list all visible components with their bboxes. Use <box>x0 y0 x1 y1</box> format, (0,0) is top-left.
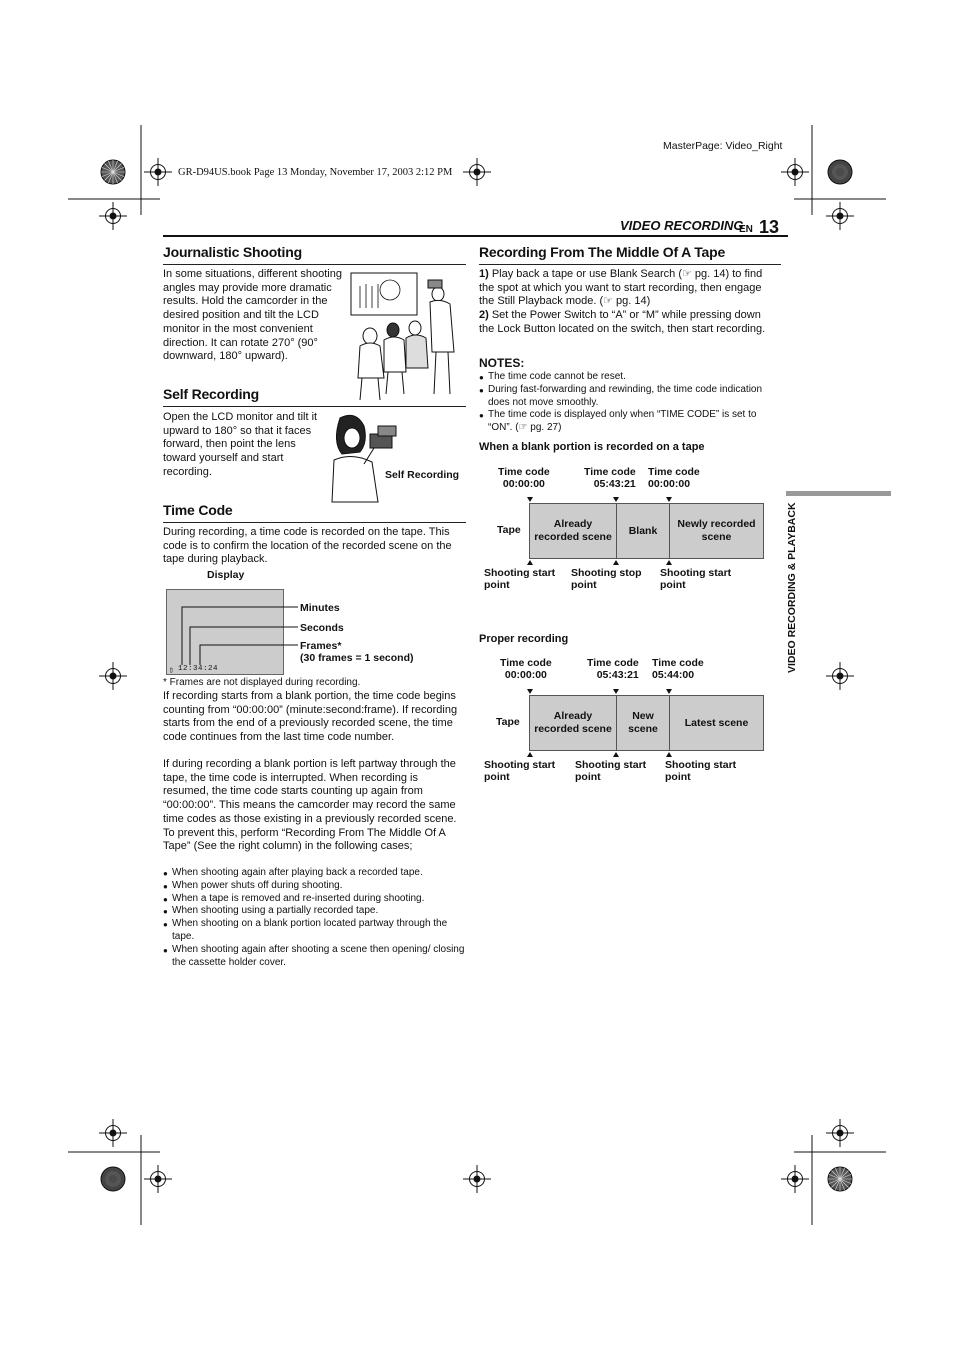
self-recording-illustration <box>328 412 408 506</box>
step-2-text: Set the Power Switch to “A” or “M” while pressing down the Lock Button located on the switch, then start recording. <box>479 309 766 335</box>
diagram-1-marker-bottom <box>613 560 619 565</box>
step-1-text: Play back a tape or use Blank Search (☞ pg. 14) to find the spot at which you want to start recording, then engage the Still Playback mode. (☞ pg. 14) <box>479 268 763 308</box>
diagram-1-timecode-2: Time code 05:43:21 <box>584 466 636 490</box>
journalistic-title: Journalistic Shooting <box>163 244 302 260</box>
self-recording-caption: Self Recording <box>385 469 460 481</box>
list-item: ● When shooting again after shooting a scene then opening/ closing the cassette holder cover. <box>163 944 466 970</box>
middle-of-tape-title: Recording From The Middle Of A Tape <box>479 244 726 260</box>
list-item: ● When a tape is removed and re-inserted during shooting. <box>163 893 466 906</box>
diagram-1-marker-top <box>613 497 619 502</box>
diagram-2-point-3: Shooting start point <box>665 759 737 783</box>
diagram-2-marker-top <box>666 689 672 694</box>
diagram-1-marker-bottom <box>666 560 672 565</box>
diagram-2-marker-top <box>613 689 619 694</box>
list-item: ● During fast-forwarding and rewinding, the time code indication does not move smoothly. <box>479 384 779 410</box>
diagram-2-timecode-2: Time code 05:43:21 <box>587 657 639 681</box>
step-2 <box>479 309 779 336</box>
notes-list <box>479 371 779 435</box>
side-tab-bar <box>786 491 891 496</box>
self-recording-title: Self Recording <box>163 386 259 402</box>
masterpage-label: MasterPage: Video_Right <box>663 140 783 152</box>
diagram-2-tape-label: Tape <box>496 716 520 728</box>
seconds-label: Seconds <box>300 622 344 634</box>
diagram-1-segment-new: Newly recorded scene <box>669 503 764 559</box>
page-number: 13 <box>759 217 780 237</box>
diagram-2-point-1: Shooting start point <box>484 759 556 783</box>
list-item: ● The time code cannot be reset. <box>479 371 779 384</box>
side-tab-label: VIDEO RECORDING & PLAYBACK <box>786 502 798 673</box>
diagram-2-timecode-1: Time code 00:00:00 <box>500 657 552 681</box>
middle-of-tape-rule <box>479 264 781 265</box>
journalistic-rule <box>163 264 466 265</box>
step-2-number: 2) <box>479 309 489 321</box>
diagram-2-segment-recorded: Already recorded scene <box>529 695 617 751</box>
self-recording-body: Open the LCD monitor and tilt it upward to 180° so that it faces forward, then point the lens toward yourself and start recording. <box>163 411 318 478</box>
time-code-paragraph-1: If recording starts from a blank portion, the time code begins counting from “00:00:00” (minute:second:frame). If recording starts from the end of a previously recorded scene, the time code continues from the last time code number. <box>163 690 458 744</box>
diagram-1-marker-top <box>666 497 672 502</box>
list-item: ● When shooting on a blank portion located partway through the tape. <box>163 918 466 944</box>
list-item: ● When shooting again after playing back a recorded tape. <box>163 867 466 880</box>
diagram-2-marker-top <box>527 689 533 694</box>
diagram-1-caption: When a blank portion is recorded on a tape <box>479 441 705 453</box>
frames-label: Frames* <box>300 640 342 652</box>
diagram-1-tape-label: Tape <box>497 524 521 536</box>
time-code-body: During recording, a time code is recorded on the tape. This code is to confirm the location of the recorded scene on the tape during playback. <box>163 526 452 566</box>
journalistic-body: In some situations, different shooting angles may provide more dramatic results. Hold the camcorder in the desired position and tilt the LCD monitor in the most convenient direction. It can rotate 270° (90° downward, 180° upward). <box>163 268 342 363</box>
diagram-2-marker-bottom <box>666 752 672 757</box>
time-code-rule <box>163 522 466 523</box>
diagram-2-timecode-3: Time code 05:44:00 <box>652 657 704 681</box>
diagram-1-point-3: Shooting start point <box>660 567 732 591</box>
diagram-1-point-2: Shooting stop point <box>571 567 642 591</box>
header-rule <box>163 235 788 237</box>
diagram-1-timecode-1: Time code 00:00:00 <box>498 466 550 490</box>
journalistic-shooting-illustration <box>348 268 466 404</box>
diagram-2-marker-bottom <box>527 752 533 757</box>
display-readout: 12:34:24 <box>178 665 219 673</box>
diagram-2-segment-new: New scene <box>616 695 670 751</box>
self-recording-rule <box>163 406 466 407</box>
diagram-1-marker-bottom <box>527 560 533 565</box>
time-code-title: Time Code <box>163 502 233 518</box>
display-icon: ▯ <box>169 667 174 675</box>
display-label: Display <box>207 569 245 581</box>
frames-note: (30 frames = 1 second) <box>300 652 414 664</box>
book-info-line: GR-D94US.book Page 13 Monday, November 17, 2003 2:12 PM <box>178 167 453 178</box>
language-code: EN <box>739 224 753 235</box>
diagram-2-caption: Proper recording <box>479 633 569 645</box>
notes-title: NOTES: <box>479 356 525 370</box>
diagram-1-point-1: Shooting start point <box>484 567 556 591</box>
diagram-2-segment-latest: Latest scene <box>669 695 764 751</box>
diagram-1-timecode-3: Time code 00:00:00 <box>648 466 700 490</box>
diagram-2-marker-bottom <box>613 752 619 757</box>
step-1 <box>479 268 779 309</box>
diagram-2-point-2: Shooting start point <box>575 759 647 783</box>
diagram-1-segment-blank: Blank <box>616 503 670 559</box>
list-item: ● When shooting using a partially recorded tape. <box>163 905 466 918</box>
display-leader-lines <box>166 589 306 675</box>
step-1-number: 1) <box>479 268 489 280</box>
section-header: VIDEO RECORDING <box>620 218 744 233</box>
frames-footnote: * Frames are not displayed during recording. <box>163 677 361 688</box>
time-code-cases-list <box>163 867 466 969</box>
diagram-1-marker-top <box>527 497 533 502</box>
time-code-paragraph-2: If during recording a blank portion is left partway through the tape, the time code is interrupted. When recording is resumed, the time code starts counting up again from “00:00:00”. This means the camcorder may record the same time codes as those existing in a previously recorded scene. To prevent this, perform “Recording From The Middle Of A Tape” (See the right column) in the following cases; <box>163 758 457 853</box>
list-item: ● The time code is displayed only when “TIME CODE” is set to “ON”. (☞ pg. 27) <box>479 409 779 435</box>
minutes-label: Minutes <box>300 602 340 614</box>
list-item: ● When power shuts off during shooting. <box>163 880 466 893</box>
diagram-1-segment-recorded: Already recorded scene <box>529 503 617 559</box>
